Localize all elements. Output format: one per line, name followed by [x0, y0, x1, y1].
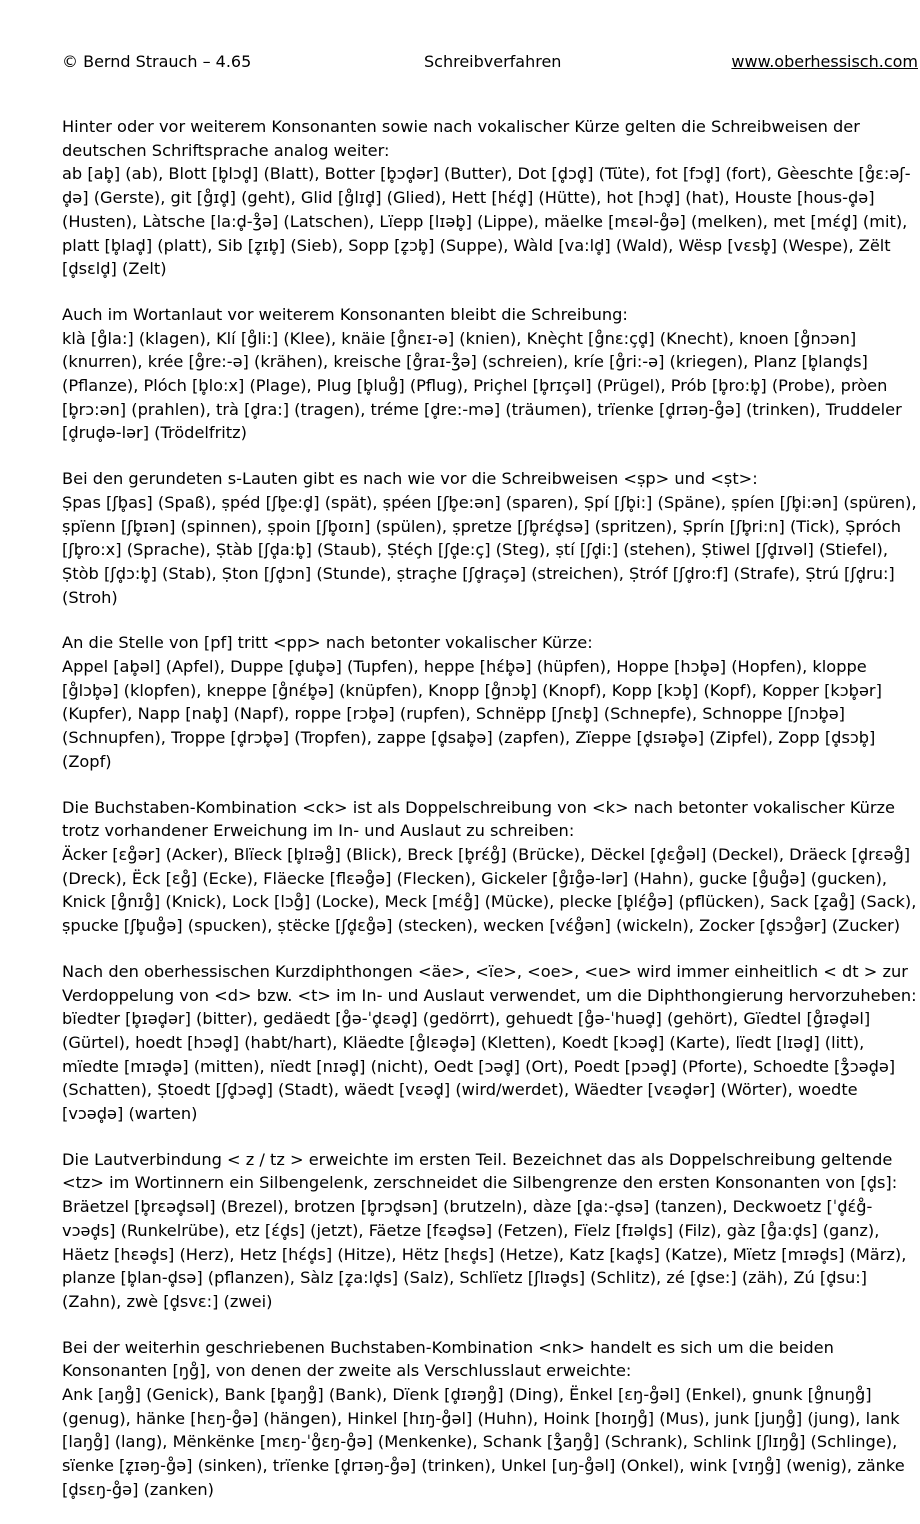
page-header [62, 52, 918, 74]
section-examples: bïedter [b̥ɪəd̥ər] (bitter), gedäedt [g̊ə-ˈd̥ɛəd̥] (gedörrt), gehuedt [g̊ə-ˈhuəd̥] (gehört), Gïedtel [g̊ɪəd̥əl] (Gürtel), hoedt [hɔəd̥] (habt/hart), Kläedte [g̊lɛəd̥ə] (Kletten), Koedt [kɔəd̥] (Karte), lïedt [lɪəd̥] (litt), mïedte [mɪəd̥ə] (mitten), nïedt [nɪəd̥] (nicht), Oedt [ɔəd̥] (Ort), Poedt [pɔəd̥] (Pforte), Schoedte [ʒ̊ɔəd̥ə] (Schatten), Ṣtoedt [ʃd̥ɔəd̥] (Stadt), wäedt [vɛəd̥] (wird/werdet), Wäedter [vɛəd̥ər] (Wörter), woedte [vɔəd̥ə] (warten) [62, 1009, 896, 1124]
section-intro: Auch im Wortanlaut vor weiterem Konsonanten bleibt die Schreibung: [62, 304, 628, 324]
section-examples: Bräetzel [b̥rɛəd̥səl] (Brezel), brotzen [b̥rɔd̥sən] (brutzeln), dàze [d̥a:-d̥sə] (tanzen), Deckwoetz [ˈd̥ɛ́g̊-vɔəd̥s] (Runkelrübe), etz [ɛ́d̥s] (jetzt), Fäetze [fɛəd̥sə] (Fetzen), Fïelz [fɪəld̥s] (Filz), gàz [g̊a:d̥s] (ganz), Häetz [hɛəd̥s] (Herz), Hetz [hɛ́d̥s] (Hitze), Hëtz [hɛd̥s] (Hetze), Katz [kad̥s] (Katze), Mïetz [mɪəd̥s] (März), planze [b̥lan-d̥sə] (pflanzen), Sàlz [z̥a:ld̥s] (Salz), Schlïetz [ʃlɪəd̥s] (Schlitz), zé [d̥se:] (zäh), Zú [d̥su:] (Zahn), zwè [d̥svɛ:] (zwei) [62, 1197, 907, 1311]
section-intro: Bei den gerundeten s-Lauten gibt es nach wie vor die Schreibweisen <ṣp> und <ṣt>: [62, 469, 758, 489]
document-body [62, 115, 918, 1524]
section-nk [62, 1336, 918, 1502]
section-ck [62, 796, 918, 938]
section-examples: Äcker [ɛg̊ər] (Acker), Blïeck [b̥lɪəg̊] (Blick), Breck [b̥rɛ́g̊] (Brücke), Dëckel [d̥ɛg̊əl] (Deckel), Dräeck [d̥rɛəg̊] (Dreck), Ëck [ɛg̊] (Ecke), Fläecke [flɛəg̊ə] (Flecken), Gickeler [g̊ɪg̊ə-lər] (Hahn), gucke [g̊ug̊ə] (gucken), Knick [g̊nɪg̊] (Knick), Lock [lɔg̊] (Locke), Meck [mɛ́g̊] (Mücke), plecke [b̥lɛ́g̊ə] (pflücken), Sack [z̥ag̊] (Sack), ṣpucke [ʃb̥ug̊ə] (spucken), ṣtëcke [ʃd̥ɛg̊ə] (stecken), wecken [vɛ́g̊ən] (wickeln), Zocker [d̥sɔg̊ər] (Zucker) [62, 844, 917, 936]
section-examples: klà [g̊la:] (klagen), Klí [g̊li:] (Klee), knäie [g̊nɛɪ-ə] (knien), Knèçht [g̊nɛ:çd̥] (Knecht), knoen [g̊nɔən] (knurren), krée [g̊re:-ə] (krähen), kreische [g̊raɪ-ʒ̊ə] (schreien), kríe [g̊ri:-ə] (kriegen), Planz [b̥land̥s] (Pflanze), Plóch [b̥lo:x] (Plage), Plug [b̥lug̊] (Pflug), Priçhel [b̥rɪçəl] (Prügel), Prób [b̥ro:b̥] (Probe), pròen [b̥rɔ:ən] (prahlen), trà [d̥ra:] (tragen), tréme [d̥re:-mə] (träumen), trïenke [d̥rɪəŋ-g̊ə] (trinken), Truddeler [d̥rud̥ə-lər] (Trödelfritz) [62, 328, 902, 443]
section-examples: ab [ab̥] (ab), Blott [b̥lɔd̥] (Blatt), Botter [b̥ɔd̥ər] (Butter), Dot [d̥ɔd̥] (Tüte), fot [fɔd̥] (fort), Gèeschte [g̊ɛ:əʃ-d̥ə] (Gerste), git [g̊ɪd̥] (geht), Glid [g̊lɪd̥] (Glied), Hett [hɛ́d̥] (Hütte), hot [hɔd̥] (hat), Houste [hous-d̥ə] (Husten), Làtsche [la:d̥-ʒ̊ə] (Latschen), Lïepp [lɪəb̥] (Lippe), mäelke [mɛəl-g̊ə] (melken), met [mɛ́d̥] (mit), platt [b̥lad̥] (platt), Sib [z̥ɪb̥] (Sieb), Sopp [z̥ɔb̥] (Suppe), Wàld [va:ld̥] (Wald), Wësp [vɛsb̥] (Wespe), Zëlt [d̥sɛld̥] (Zelt) [62, 164, 911, 279]
copyright-text: © Bernd Strauch – 4.65 [62, 52, 252, 71]
section-dt [62, 960, 918, 1126]
section-intro: Hinter oder vor weiterem Konsonanten sowie nach vokalischer Kürze gelten die Schreibweisen der deutschen Schriftsprache analog weiter: [62, 117, 860, 160]
section-pp [62, 631, 918, 773]
section-tz [62, 1148, 918, 1314]
section-examples: Ṣpas [ʃb̥as] (Spaß), ṣpéd [ʃb̥e:d̥] (spät), ṣpéen [ʃb̥e:ən] (sparen), Ṣpí [ʃb̥i:] (Späne), ṣpíen [ʃb̥i:ən] (spüren), ṣpïenn [ʃb̥ɪən] (spinnen), ṣpoin [ʃb̥oɪn] (spülen), ṣpretze [ʃb̥rɛ́d̥sə] (spritzen), Ṣprín [ʃb̥ri:n] (Tick), Ṣpróch [ʃb̥ro:x] (Sprache), Ṣtàb [ʃd̥a:b̥] (Staub), Ṣtéçh [ʃd̥e:ç] (Steg), ṣtí [ʃd̥i:] (stehen), Ṣtiwel [ʃd̥ɪvəl] (Stiefel), Ṣtòb [ʃd̥ɔ:b̥] (Stab), Ṣton [ʃd̥ɔn] (Stunde), ṣtraçhe [ʃd̥raçə] (streichen), Ṣtróf [ʃd̥ro:f] (Strafe), Ṣtrú [ʃd̥ru:] (Stroh) [62, 492, 917, 607]
section-intro: Die Buchstaben-Kombination <ck> ist als Doppelschreibung von <k> nach betonter vokalischer Kürze trotz vorhandener Erweichung im In- und Auslaut zu schreiben: [62, 797, 896, 841]
section-rounded-s [62, 467, 918, 609]
website-link[interactable]: www.oberhessisch.com [731, 52, 918, 71]
section-intro: Bei der weiterhin geschriebenen Buchstaben-Kombination <nk> handelt es sich um die beiden Konsonanten [ŋg̊], von denen der zweite als Verschlusslaut erweichte: [62, 1337, 834, 1381]
section-word-onset [62, 303, 918, 445]
document-title: Schreibverfahren [424, 52, 562, 71]
section-examples: Ank [aŋg̊] (Genick), Bank [b̥aŋg̊] (Bank), Dïenk [d̥ɪəŋg̊] (Ding), Ënkel [ɛŋ-g̊əl] (Enkel), gnunk [g̊nuŋg̊] (genug), hänke [hɛŋ-g̊ə] (hängen), Hinkel [hɪŋ-g̊əl] (Huhn), Hoink [hoɪŋg̊] (Mus), junk [juŋg̊] (jung), lank [laŋg̊] (lang), Mënkënke [mɛŋ-ˈg̊ɛŋ-g̊ə] (Menkenke), Schank [ʒ̊aŋg̊] (Schrank), Schlink [ʃlɪŋg̊] (Schlinge), sïenke [z̥ɪəŋ-g̊ə] (sinken), trïenke [d̥rɪəŋ-g̊ə] (trinken), Unkel [uŋ-g̊əl] (Onkel), wink [vɪŋg̊] (wenig), zänke [d̥sɛŋ-g̊ə] (zanken) [62, 1385, 905, 1499]
section-intro: An die Stelle von [pf] tritt <pp> nach betonter vokalischer Kürze: [62, 633, 593, 653]
section-same-spelling [62, 115, 918, 281]
section-examples: Appel [ab̥əl] (Apfel), Duppe [d̥ub̥ə] (Tupfen), heppe [hɛ́b̥ə] (hüpfen), Hoppe [hɔb̥ə] (Hopfen), kloppe [g̊lɔb̥ə] (klopfen), kneppe [g̊nɛ́b̥ə] (knüpfen), Knopp [g̊nɔb̥] (Knopf), Kopp [kɔb̥] (Kopf), Kopper [kɔb̥ər] (Kupfer), Napp [nab̥] (Napf), roppe [rɔb̥ə] (rupfen), Schnëpp [ʃnɛb̥] (Schnepfe), Schnoppe [ʃnɔb̥ə] (Schnupfen), Troppe [d̥rɔb̥ə] (Tropfen), zappe [d̥sab̥ə] (zapfen), Zïeppe [d̥sɪəb̥ə] (Zipfel), Zopp [d̥sɔb̥] (Zopf) [62, 657, 882, 771]
section-intro: Die Lautverbindung < z / tz > erweichte im ersten Teil. Bezeichnet das als Doppelschreibung geltende <tz> im Wortinnern ein Silbengelenk, zerschneidet die Silbengrenze den ersten Konsonanten von [d̥s]: [62, 1149, 898, 1193]
section-intro: Nach den oberhessischen Kurzdiphthongen <äe>, <ïe>, <oe>, <ue> wird immer einheitlich < dt > zur Verdoppelung von <d> bzw. <t> im In- und Auslaut verwendet, um die Diphthongierung hervorzuheben: [62, 961, 917, 1005]
